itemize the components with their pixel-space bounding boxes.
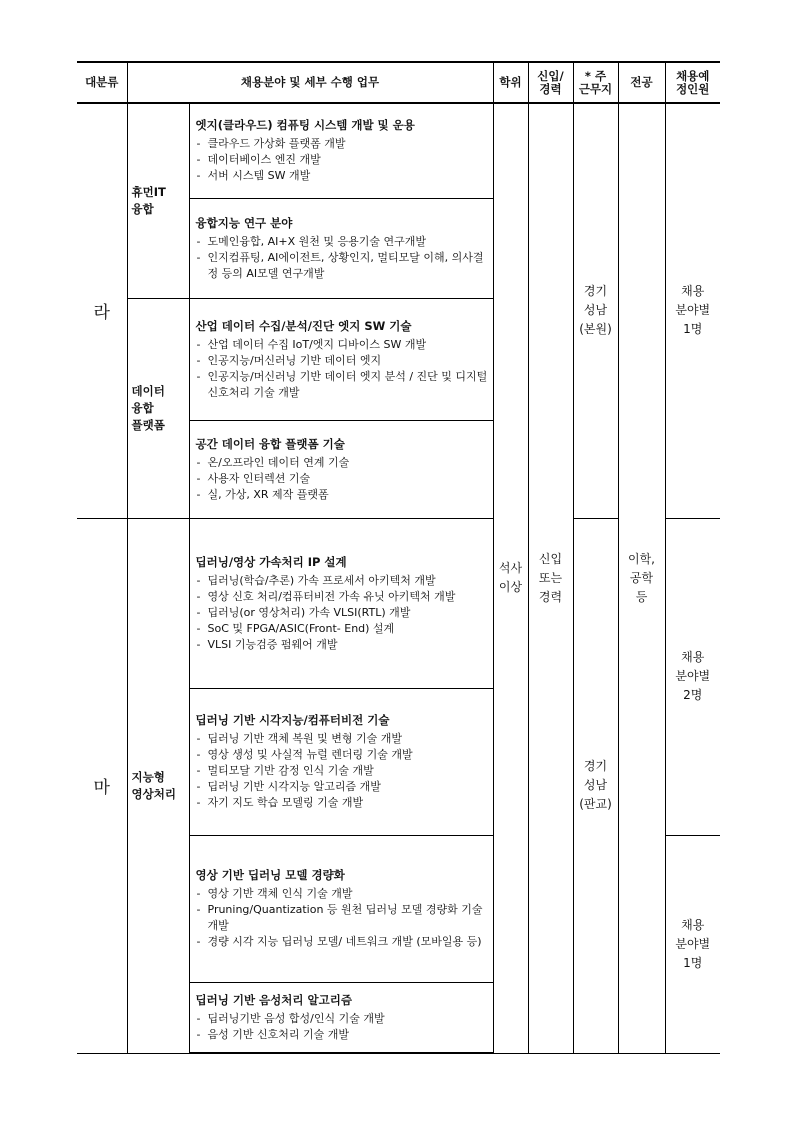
task-items [196,573,489,653]
header-row [77,62,720,103]
task-cell [189,982,493,1053]
header-category: 대분류 [77,62,127,103]
headcount-cell: 채용 분야별 1명 [665,103,720,518]
task-title: 영상 기반 딥러닝 모델 경량화 [195,868,345,882]
task-item: - 데이터베이스 엔진 개발 [196,152,489,168]
task-item: - SoC 및 FPGA/ASIC(Front- End) 설계 [196,621,489,637]
task-cell [189,103,493,198]
task-items [196,886,489,950]
task-item: - 인공지능/머신러닝 기반 데이터 엣지 분석 / 진단 및 디지털 신호처리 기술 개발 [196,369,489,401]
degree-cell: 석사 이상 [493,103,528,1053]
task-item: - 딥러닝(학습/추론) 가속 프로세서 아키텍처 개발 [196,573,489,589]
task-items [196,1011,489,1043]
subgroup-label: 데이터 융합 플랫폼 [127,298,189,518]
workplace-cell: 경기 성남 (본원) [573,103,618,518]
task-item: - 딥러닝(or 영상처리) 가속 VLSI(RTL) 개발 [196,605,489,621]
task-item: - 딥러닝 기반 객체 복원 및 변형 기술 개발 [196,731,489,747]
task-title: 딥러닝 기반 음성처리 알고리즘 [195,992,352,1007]
table-row [77,103,720,198]
header-workplace: * 주 근무지 [573,62,618,103]
task-item: - 자기 지도 학습 모델링 기술 개발 [196,795,489,811]
task-title: 엣지(클라우드) 컴퓨팅 시스템 개발 및 운용 [195,118,415,133]
task-item: - 인공지능/머신러닝 기반 데이터 엣지 [196,353,489,369]
task-title: 딥러닝 기반 시각지능/컴퓨터비전 기술 [195,713,390,727]
recruitment-table [77,61,720,1054]
task-cell [189,198,493,298]
header-headcount: 채용예 정인원 [665,62,720,103]
task-item: - 딥러닝 기반 시각지능 알고리즘 개발 [196,779,489,795]
task-cell [189,298,493,420]
workplace-cell: 경기 성남 (판교) [573,518,618,1053]
header-degree: 학위 [493,62,528,103]
major-cell: 이학, 공학 등 [618,103,665,1053]
headcount-cell: 채용 분야별 1명 [665,835,720,1053]
task-cell [189,420,493,518]
task-item: - 사용자 인터렉션 기술 [196,471,489,487]
subgroup-label: 휴먼IT 융합 [127,103,189,298]
task-item: - 산업 데이터 수집 IoT/엣지 디바이스 SW 개발 [196,337,489,353]
task-items [196,136,489,184]
category-label: 라 [77,103,127,518]
newcomer-cell: 신입 또는 경력 [528,103,573,1053]
task-cell [189,518,493,688]
task-cell [189,688,493,835]
category-label: 마 [77,518,127,1053]
task-item: - 서버 시스템 SW 개발 [196,168,489,184]
headcount-cell: 채용 분야별 2명 [665,518,720,835]
task-item: - VLSI 기능검증 펌웨어 개발 [196,637,489,653]
task-item: - 영상 생성 및 사실적 뉴럴 렌더링 기술 개발 [196,747,489,763]
task-item: - 도메인융합, AI+X 원천 및 응용기술 연구개발 [196,234,489,250]
task-item: - 클라우드 가상화 플랫폼 개발 [196,136,489,152]
task-cell [189,835,493,982]
task-item: - Pruning/Quantization 등 원천 딥러닝 모델 경량화 기술 개발 [196,902,489,934]
task-item: - 영상 신호 처리/컴퓨터비전 가속 유닛 아키텍처 개발 [196,589,489,605]
task-title: 딥러닝/영상 가속처리 IP 설계 [195,554,347,569]
task-item: - 딥러닝기반 음성 합성/인식 기술 개발 [196,1011,489,1027]
task-item: - 멀티모달 기반 감정 인식 기술 개발 [196,763,489,779]
task-item: - 온/오프라인 데이터 연계 기술 [196,455,489,471]
task-items [196,337,489,401]
task-title: 공간 데이터 융합 플랫폼 기술 [195,436,345,451]
task-item: - 경량 시각 지능 딥러닝 모델/ 네트워크 개발 (모바일용 등) [196,934,489,950]
header-field: 채용분야 및 세부 수행 업무 [127,62,493,103]
task-item: - 음성 기반 신호처리 기술 개발 [196,1027,489,1043]
task-item: - 영상 기반 객체 인식 기술 개발 [196,886,489,902]
task-items [196,234,489,282]
task-items [196,455,489,503]
task-items [196,731,489,811]
task-title: 산업 데이터 수집/분석/진단 엣지 SW 기술 [195,318,412,333]
header-newcomer: 신입/ 경력 [528,62,573,103]
header-major: 전공 [618,62,665,103]
task-item: - 실, 가상, XR 제작 플랫폼 [196,487,489,503]
task-item: - 인지컴퓨팅, AI에이전트, 상황인지, 멀티모달 이해, 의사결정 등의 AI모델 연구개발 [196,250,489,282]
task-title: 융합지능 연구 분야 [195,215,293,230]
subgroup-label: 지능형 영상처리 [127,518,189,1053]
